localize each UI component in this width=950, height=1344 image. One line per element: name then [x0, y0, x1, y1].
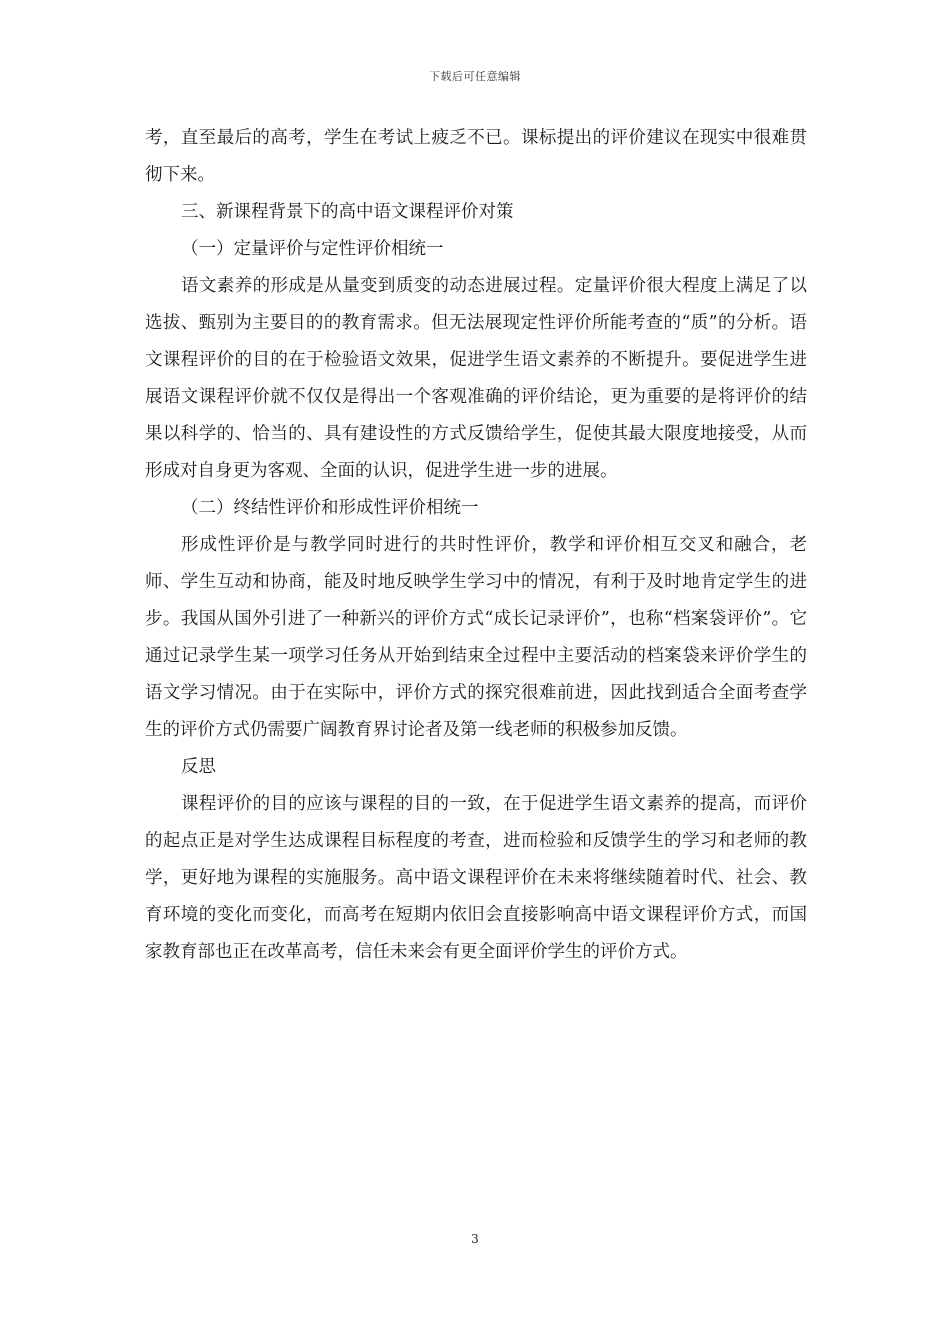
paragraph-reflection: 课程评价的目的应该与课程的目的一致，在于促进学生语文素养的提高，而评价的起点正是对学生达成课程目标程度的考查，进而检验和反馈学生的学习和老师的教学，更好地为课程的实施服务。高中语文课程评价在未来将继续随着时代、社会、教育环境的变化而变化，而高考在短期内依旧会直接影响高中语文课程评价方式，而国家教育部也正在改革高考，信任未来会有更全面评价学生的评价方式。	[145, 794, 807, 962]
page-header: 下载后可任意编辑	[429, 70, 521, 83]
page-number: 3	[471, 1232, 479, 1246]
paragraph-quantitative-qualitative: 语文素养的形成是从量变到质变的动态进展过程。定量评价很大程度上满足了以选拔、甄别为主要目的的教育需求。但无法展现定性评价所能考查的“质”的分析。语文课程评价的目的在于检验语文效果，促进学生语文素养的不断提升。要促进学生进展语文课程评价就不仅仅是得出一个客观准确的评价结论，更为重要的是将评价的结果以科学的、恰当的、具有建设性的方式反馈给学生，促使其最大限度地接受，从而形成对自身更为客观、全面的认识，促进学生进一步的进展。	[145, 276, 807, 481]
document-body	[145, 120, 807, 971]
subsection-heading-2: （二）终结性评价和形成性评价相统一	[181, 498, 479, 518]
reflection-heading: 反思	[181, 757, 216, 777]
paragraph-formative-summative: 形成性评价是与教学同时进行的共时性评价，教学和评价相互交叉和融合，老师、学生互动和协商，能及时地反映学生学习中的情况，有利于及时地肯定学生的进步。我国从国外引进了一种新兴的评价方式“成长记录评价”，也称“档案袋评价”。它通过记录学生某一项学习任务从开始到结束全过程中主要活动的档案袋来评价学生的语文学习情况。由于在实际中，评价方式的探究很难前进，因此找到适合全面考查学生的评价方式仍需要广阔教育界讨论者及第一线老师的积极参加反馈。	[145, 535, 807, 740]
continued-paragraph: 考，直至最后的高考，学生在考试上疲乏不已。课标提出的评价建议在现实中很难贯彻下来。	[145, 128, 807, 185]
subsection-heading-1: （一）定量评价与定性评价相统一	[181, 239, 444, 259]
section-heading: 三、新课程背景下的高中语文课程评价对策	[181, 202, 514, 222]
